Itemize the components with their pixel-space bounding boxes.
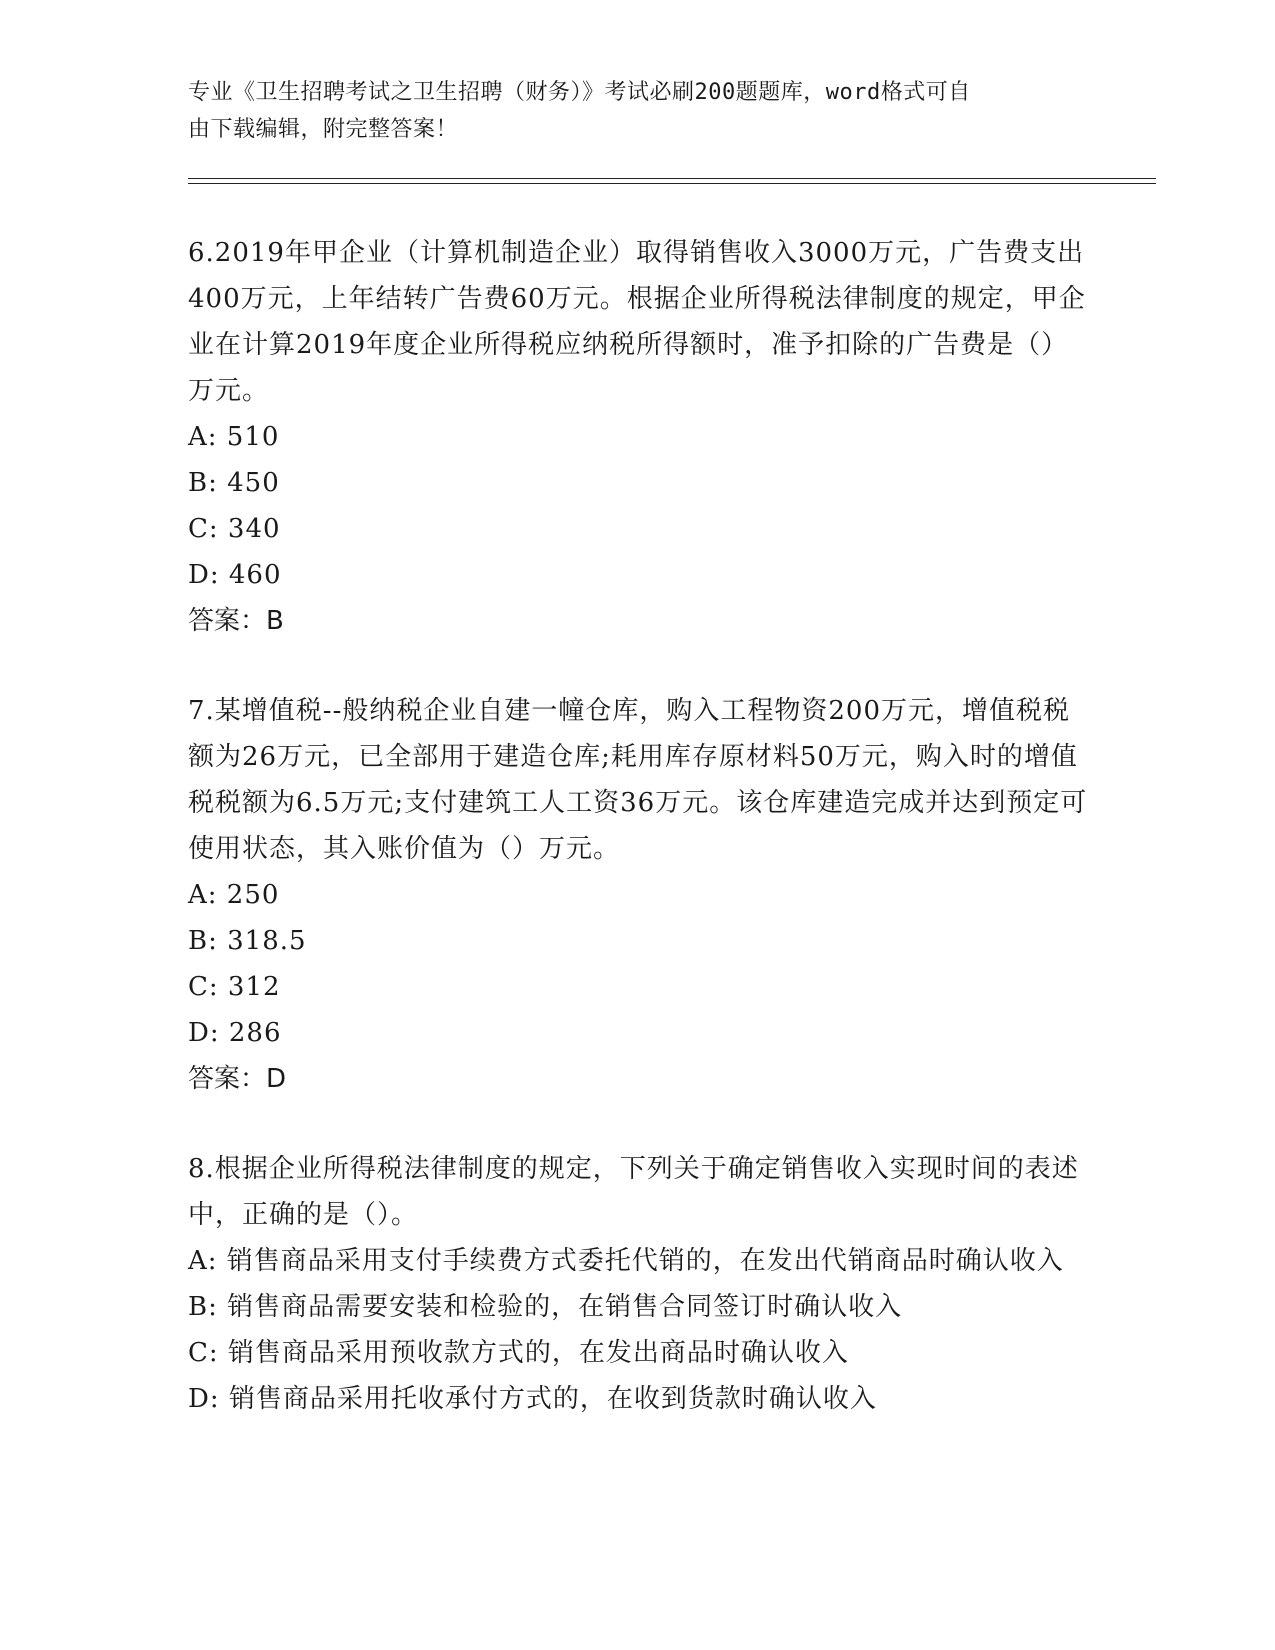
question-7 — [188, 688, 1088, 1102]
option-c: C: 销售商品采用预收款方式的，在发出商品时确认收入 — [188, 1338, 849, 1368]
option-b: B: 450 — [188, 468, 280, 498]
option-d: D: 460 — [188, 560, 282, 590]
header-divider-top — [188, 178, 1156, 179]
question-list — [188, 230, 1088, 1466]
option-a: A: 销售商品采用支付手续费方式委托代销的，在发出代销商品时确认收入 — [188, 1246, 1064, 1276]
question-text: 7.某增值税--般纳税企业自建一幢仓库，购入工程物资200万元，增值税税额为26万元，已全部用于建造仓库;耗用库存原材料50万元，购入时的增值税税额为6.5万元;支付建筑工人工资36万元。该仓库建造完成并达到预定可使用状态，其入账价值为（）万元。 — [188, 696, 1088, 864]
option-b: B: 销售商品需要安装和检验的，在销售合同签订时确认收入 — [188, 1292, 903, 1322]
option-c: C: 312 — [188, 972, 281, 1002]
header-line-2: 由下载编辑，附完整答案！ — [188, 117, 459, 142]
option-b: B: 318.5 — [188, 926, 307, 956]
option-d: D: 销售商品采用托收承付方式的，在收到货款时确认收入 — [188, 1384, 877, 1414]
document-header — [188, 74, 1068, 148]
question-text: 6.2019年甲企业（计算机制造企业）取得销售收入3000万元，广告费支出400万元，上年结转广告费60万元。根据企业所得税法律制度的规定，甲企业在计算2019年度企业所得税应纳税所得额时，准予扣除的广告费是（）万元。 — [188, 238, 1086, 406]
question-6 — [188, 230, 1088, 644]
question-8 — [188, 1146, 1088, 1422]
option-a: A: 510 — [188, 422, 280, 452]
answer: 答案：D — [188, 1064, 287, 1094]
answer: 答案：B — [188, 606, 284, 636]
option-a: A: 250 — [188, 880, 280, 910]
header-divider-bottom — [188, 183, 1156, 184]
header-line-1: 专业《卫生招聘考试之卫生招聘（财务）》考试必刷200题题库，word格式可自 — [188, 80, 971, 105]
option-c: C: 340 — [188, 514, 281, 544]
question-text: 8.根据企业所得税法律制度的规定，下列关于确定销售收入实现时间的表述中，正确的是（）。 — [188, 1154, 1079, 1230]
option-d: D: 286 — [188, 1018, 282, 1048]
